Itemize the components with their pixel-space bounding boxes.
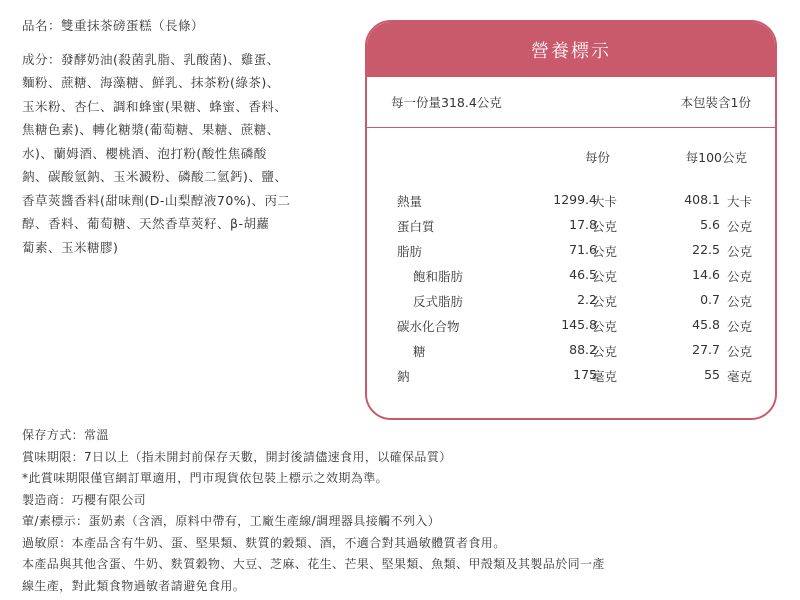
per-serving-value: 2.2 [577, 292, 597, 307]
ingredients-line: 玉米粉、杏仁、調和蜂蜜(果糖、蜂蜜、香料、 [22, 98, 288, 114]
footer-line: 本產品與其他含蛋、牛奶、麩質穀物、大豆、芝麻、花生、芒果、堅果類、魚類、甲殼類及其製品於同一產 [22, 557, 605, 571]
storage-allergen-info [22, 425, 782, 597]
col-per-serving: 每份 [584, 150, 610, 165]
per-serving-unit: 公克 [592, 244, 618, 259]
nutrition-rows [367, 188, 775, 388]
ingredients-line: 水)、蘭姆酒、櫻桃酒、泡打粉(酸性焦磷酸 [22, 145, 267, 161]
per-serving-unit: 大卡 [592, 194, 618, 209]
per-100g-unit: 公克 [727, 244, 753, 259]
nutrition-row [367, 288, 775, 313]
per-serving-unit: 公克 [592, 294, 618, 309]
serving-info [367, 77, 775, 128]
footer-line: 保存方式：常溫 [22, 428, 109, 442]
per-100g-value: 45.8 [692, 317, 720, 332]
footer-line: 葷/素標示：蛋奶素（含酒，原料中帶有，工廠生產線/調理器具接觸不列入） [22, 514, 441, 528]
product-title: 品名：雙重抹茶磅蛋糕（長條） [22, 18, 205, 33]
per-serving-unit: 公克 [592, 344, 618, 359]
ingredients-line: 蔔素、玉米糖膠) [22, 239, 119, 255]
per-serving-value: 46.5 [569, 267, 597, 282]
nutrition-row [367, 363, 775, 388]
nutrition-facts-panel [365, 20, 777, 420]
footer-line: 過敏原：本產品含有牛奶、蛋、堅果類、麩質的穀類、酒，不適合對其過敏體質者食用。 [22, 535, 506, 550]
per-100g-value: 14.6 [692, 267, 720, 282]
ingredients-list [22, 48, 312, 260]
per-serving-unit: 毫克 [592, 369, 618, 384]
per-100g-value: 55 [704, 367, 720, 382]
per-100g-unit: 大卡 [727, 194, 753, 209]
ingredients-line: 鈉、碳酸氫鈉、玉米澱粉、磷酸二氫鈣)、鹽、 [22, 169, 288, 184]
nutrient-name: 反式脂肪 [413, 294, 464, 309]
ingredients-line: 醇、香料、葡萄糖、天然香草莢籽、β-胡蘿 [22, 216, 270, 231]
per-100g-unit: 毫克 [727, 369, 753, 384]
nutrition-header: 營養標示 [367, 22, 775, 77]
per-serving-value: 71.6 [569, 242, 597, 257]
servings-per-package: 本包裝含1份 [680, 95, 751, 110]
per-100g-unit: 公克 [727, 319, 753, 334]
per-serving-value: 88.2 [569, 342, 597, 357]
nutrient-name: 脂肪 [397, 244, 423, 259]
col-per-100g: 每100公克 [685, 150, 747, 165]
nutrient-name: 蛋白質 [397, 219, 435, 234]
nutrient-name: 碳水化合物 [397, 319, 460, 334]
per-serving-unit: 公克 [592, 219, 618, 234]
nutrition-row [367, 313, 775, 338]
per-serving-unit: 公克 [592, 319, 618, 334]
per-100g-value: 408.1 [684, 192, 720, 207]
per-serving-value: 1299.4 [553, 192, 597, 207]
per-100g-unit: 公克 [727, 269, 753, 284]
nutrition-row [367, 188, 775, 213]
column-headers [367, 128, 775, 188]
nutrition-row [367, 338, 775, 363]
nutrition-row [367, 213, 775, 238]
ingredients-line: 香草莢醬香料(甜味劑(D-山梨醇液70%)、丙二 [22, 192, 291, 208]
ingredients-line: 焦糖色素)、轉化糖漿(葡萄糖、果糖、蔗糖、 [22, 122, 280, 137]
per-serving-value: 175 [573, 367, 597, 382]
per-100g-unit: 公克 [727, 219, 753, 234]
nutrition-row [367, 238, 775, 263]
serving-size: 每一份量318.4公克 [391, 95, 502, 110]
ingredients-line: 麵粉、蔗糖、海藻糖、鮮乳、抹茶粉(綠茶)、 [22, 75, 280, 90]
per-serving-unit: 公克 [592, 269, 618, 284]
per-100g-value: 27.7 [692, 342, 720, 357]
nutrient-name: 飽和脂肪 [413, 269, 464, 284]
per-100g-value: 0.7 [700, 292, 720, 307]
nutrition-row [367, 263, 775, 288]
per-serving-value: 145.8 [561, 317, 597, 332]
nutrient-name: 糖 [413, 344, 426, 359]
nutrient-name: 鈉 [397, 369, 410, 384]
product-info [22, 14, 312, 259]
ingredients-line: 成分：發酵奶油(殺菌乳脂、乳酸菌)、雞蛋、 [22, 51, 280, 67]
footer-line: 製造商：巧櫻有限公司 [22, 492, 147, 507]
footer-line: 賞味期限：7日以上（指未開封前保存天數，開封後請儘速食用，以確保品質） [22, 449, 452, 464]
footer-line: *此賞味期限僅官網訂單適用，門市現貨依包裝上標示之效期為準。 [22, 471, 389, 485]
per-100g-value: 5.6 [700, 217, 720, 232]
per-serving-value: 17.8 [569, 217, 597, 232]
per-100g-value: 22.5 [692, 242, 720, 257]
footer-line: 線生產，對此類食物過敏者請避免食用。 [22, 578, 246, 593]
per-100g-unit: 公克 [727, 344, 753, 359]
per-100g-unit: 公克 [727, 294, 753, 309]
nutrient-name: 熱量 [397, 194, 423, 209]
